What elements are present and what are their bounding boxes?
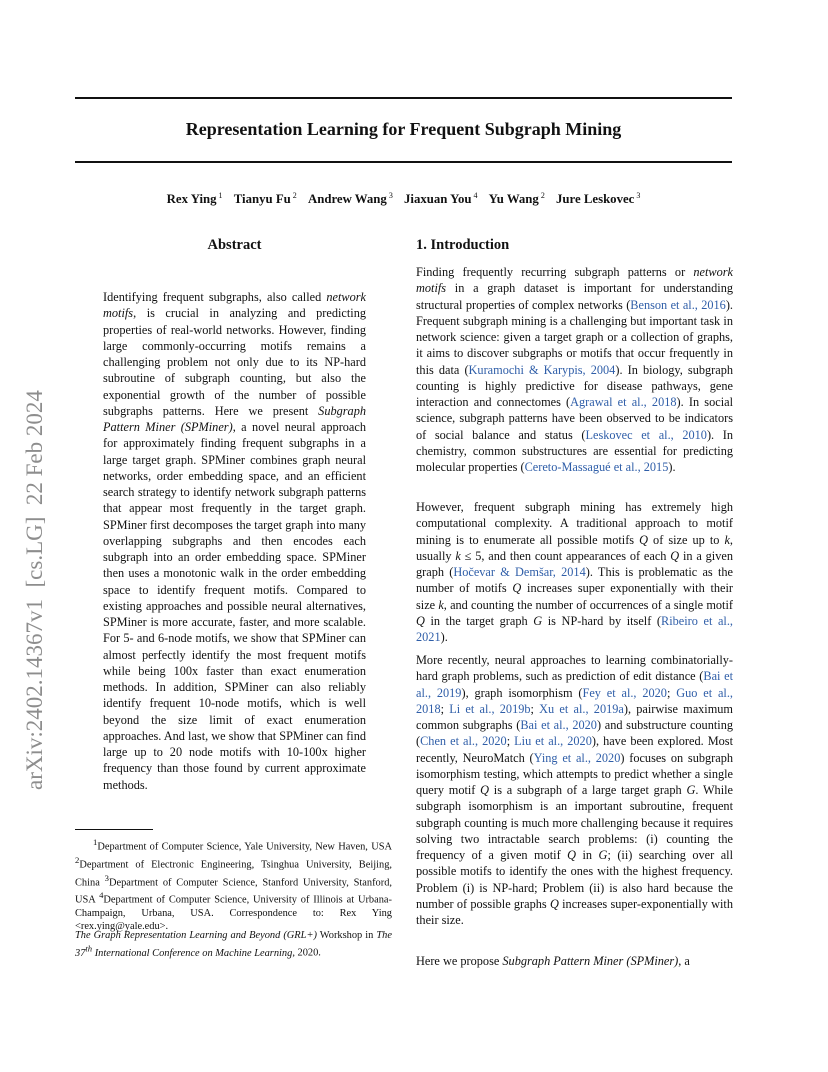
author [167,192,223,206]
paragraph-text: However, frequent subgraph mining has extremely high computational complexity. A traditional approach to motif mining is to enumerate all possible motifs [416,500,733,547]
citation-link[interactable]: Agrawal et al., 2018 [570,395,677,409]
paragraph-text: is a subgraph of a large target graph [489,783,687,797]
venue-text: The 37 [75,930,392,959]
footnote-text: Department of Computer Science, Stanford University, Stanford, USA [75,877,392,906]
emphasis-text: G [686,783,696,797]
intro-paragraph-4 [416,953,733,969]
affiliation-mark: 2 [75,854,80,865]
affiliation-footnote [75,836,392,934]
arxiv-identifier: arXiv:2402.14367v1 [cs.LG] 22 Feb 2024 [22,390,47,790]
citation-link[interactable]: Benson et al., 2016 [630,297,726,312]
footnote-text: Department of Computer Science, University of Illinois at Urbana-Champaign, Urbana, USA. Correspondence to: Rex Ying <rex.ying@yale.edu>. [75,894,392,933]
abstract-text [103,289,366,793]
paragraph-text: ). This is problematic as the number of motifs [416,565,733,596]
venue-text: International Conference on Machine Learning [92,947,293,959]
citation-link[interactable]: Bai et al., 2020 [520,718,597,732]
author-name: Tianyu Fu [233,192,291,207]
author-name: Rex Ying [166,192,217,207]
paper-title: Representation Learning for Frequent Subgraph Mining [185,119,622,139]
intro-paragraph-2 [416,499,733,645]
paragraph-text: ), pairwise maximum common subgraphs ( [416,701,733,732]
affiliation-mark: 3 [636,191,641,200]
author-name: Yu Wang [488,192,539,207]
paragraph-text: More recently, neural approaches to learning combinatorially-hard graph problems, such as prediction of edit distance ( [416,653,733,684]
paragraph-text: , a [678,954,690,968]
author-name: Andrew Wang [307,192,387,207]
affiliation-mark: 3 [388,191,393,200]
abstract-segment: , a novel neural approach for approximately finding frequent subgraphs in a large target graph. SPMiner combines graph neural networks, order embedding space, and an efficient search strategy to identify network subgraph patterns that appear most frequently in the target graph. SPMiner first decomposes the target graph into many overlapping subgraphs and then encodes each subgraph into an order embedding space. SPMiner then uses a monotonic walk in the order embedding space to identify frequent motifs. Compared to existing approaches and possible neural alternatives, SPMiner is more accurate, faster, and more scalable. For 5- and 6-node motifs, we show that SPMiner can almost perfectly identify the most frequent motifs while being 100x faster than exact enumeration methods. In addition, SPMiner can also reliably identify frequent 10-node motifs, which is well beyond the size limit of exact enumeration approaches. And last, we show that SPMiner can find large up to 20 node motifs with 10-100x higher frequency than those found by current approximate methods. [103,420,366,792]
abstract-emphasis: network motifs [103,290,366,321]
affiliation-mark: 4 [99,890,104,901]
paragraph-text: in a given graph ( [416,548,733,579]
citation-link[interactable]: Cereto-Massagué et al., 2015 [524,460,669,474]
paragraph-text: ). Frequent subgraph mining is a challenging but important task in network science: given a target graph or a collection of graphs, it aims to discover subgraphs or motifs that occur frequently in this data ( [416,297,733,377]
paragraph-text: ). In biology, subgraph counting is highly predictive for disease pathways, gene interaction and connectomes ( [416,362,733,409]
paragraph-text: in a graph dataset is important for understanding structural properties of complex networks ( [416,281,733,312]
emphasis-text: k [438,597,444,612]
author [308,192,393,206]
paragraph-text: Finding frequently recurring subgraph patterns or [416,265,694,279]
emphasis-text: Subgraph Pattern Miner (SPMiner) [502,954,679,968]
paragraph-text: ; [506,734,515,749]
paragraph-text: ) focuses on subgraph isomorphism testing, which attempts to predict whether a single query motif [416,750,734,797]
affiliation-mark: 1 [218,191,223,200]
paragraph-text: ; (ii) searching over all possible motifs to identify the ones with the highest frequency. Problem (i) is NP-hard; Problem (ii) is also hard because the number of possible graphs [416,848,733,911]
emphasis-text: G [598,848,608,862]
abstract-emphasis: Subgraph Pattern Miner (SPMiner) [103,403,366,434]
citation-link[interactable]: Xu et al., 2019a [539,701,624,716]
paragraph-text: ). In social science, subgraph patterns have been observed to be indicators of social balance and status ( [416,395,733,442]
venue-text: Workshop in [316,930,377,941]
paragraph-text: in [576,848,599,862]
intro-paragraph-1 [416,264,733,475]
citation-link[interactable]: Leskovec et al., 2010 [585,427,707,442]
title-bottom-rule [75,161,732,163]
citation-link[interactable]: Li et al., 2019b [449,701,531,716]
paragraph-text: increases super-exponentially with their size. [416,896,733,927]
venue-text: , 2020. [292,947,321,959]
paragraph-text: ; [440,701,450,716]
footnote-text: Department of Electronic Engineering, Tsinghua University, Beijing, China [75,859,392,888]
emphasis-text: G [533,613,543,628]
author [489,192,545,206]
paragraph-text: of size up to [648,532,725,547]
abstract-segment: , is crucial in analyzing and predicting properties of real-world networks. However, finding large commonly-occurring motifs remains a challenging problem not only due to its NP-hard subroutine of subgraph counting, but also the exponential growth of the number of possible subgraphs patterns. Here we present [103,306,366,418]
footnote-text: Department of Computer Science, Yale University, New Haven, USA [97,841,392,853]
paragraph-text: in the target graph [424,613,534,628]
paragraph-text: ). In chemistry, common substructures are essential for predicting molecular properties ( [416,427,733,474]
paragraph-text: ). [440,630,448,644]
paragraph-text: ≤ 5, and then count appearances of each [460,548,671,563]
venue-note [75,929,392,960]
emphasis-text: Q [512,581,522,596]
emphasis-text: k [724,532,730,547]
emphasis-text: network motifs [416,265,733,296]
intro-paragraph-3 [416,652,733,928]
citation-link[interactable]: Liu et al., 2020 [514,734,592,749]
citation-link[interactable]: Kuramochi & Karypis, 2004 [468,362,616,377]
paragraph-text: , and counting the number of occurrences of a single motif [443,597,733,612]
author-name: Jure Leskovec [556,192,635,207]
paragraph-text: ). [668,460,676,474]
citation-link[interactable]: Hočevar & Demšar, 2014 [453,565,586,579]
emphasis-text: Q [480,783,490,797]
affiliation-mark: 4 [473,191,478,200]
affiliation-mark: 1 [93,837,98,847]
citation-link[interactable]: Fey et al., 2020 [582,685,667,700]
emphasis-text: Q [670,548,680,563]
paragraph-text: ), have been explored. Most recently, NeuroMatch ( [416,734,733,765]
abstract-segment: Identifying frequent subgraphs, also called [103,290,327,304]
author-list [75,191,732,207]
citation-link[interactable]: Ribeiro et al., 2021 [416,613,734,644]
venue-superscript: th [85,943,93,954]
emphasis-text: Q [567,848,577,862]
affiliation-mark: 3 [104,872,109,883]
citation-link[interactable]: Bai et al., 2019 [416,669,734,700]
footnote-rule [75,829,153,830]
affiliation-mark: 2 [292,191,297,200]
paragraph-text: ; [530,701,540,716]
affiliation-mark: 2 [540,191,545,200]
introduction-heading: 1. Introduction [416,237,510,253]
paragraph-text: . While subgraph isomorphism is an important subroutine, frequent subgraph counting is much more challenging because it requires solving two intractable search problems: (i) counting the frequency of a given motif [416,783,733,862]
paragraph-text: ) and substructure counting ( [416,718,733,749]
author [556,192,640,206]
paragraph-text: ; [666,685,677,700]
citation-link[interactable]: Ying et al., 2020 [533,750,621,765]
abstract-heading: Abstract [207,237,262,253]
emphasis-text: Q [549,896,559,911]
paragraph-text: ), graph isomorphism ( [461,685,583,700]
emphasis-text: Q [416,613,425,628]
paragraph-text: Here we propose [416,954,503,968]
citation-link[interactable]: Chen et al., 2020 [420,734,507,749]
top-rule [75,97,732,99]
emphasis-text: Q [639,532,649,547]
emphasis-text: k [455,548,461,563]
citation-link[interactable]: Guo et al., 2018 [416,685,733,716]
author [404,192,477,206]
venue-text: The Graph Representation Learning and Beyond (GRL+) [75,930,317,941]
author [234,192,297,206]
paragraph-text: , usually [416,532,733,563]
paragraph-text: increases super exponentially with their size [416,581,733,612]
author-name: Jiaxuan You [404,192,472,207]
paragraph-text: is NP-hard by itself ( [542,613,662,628]
